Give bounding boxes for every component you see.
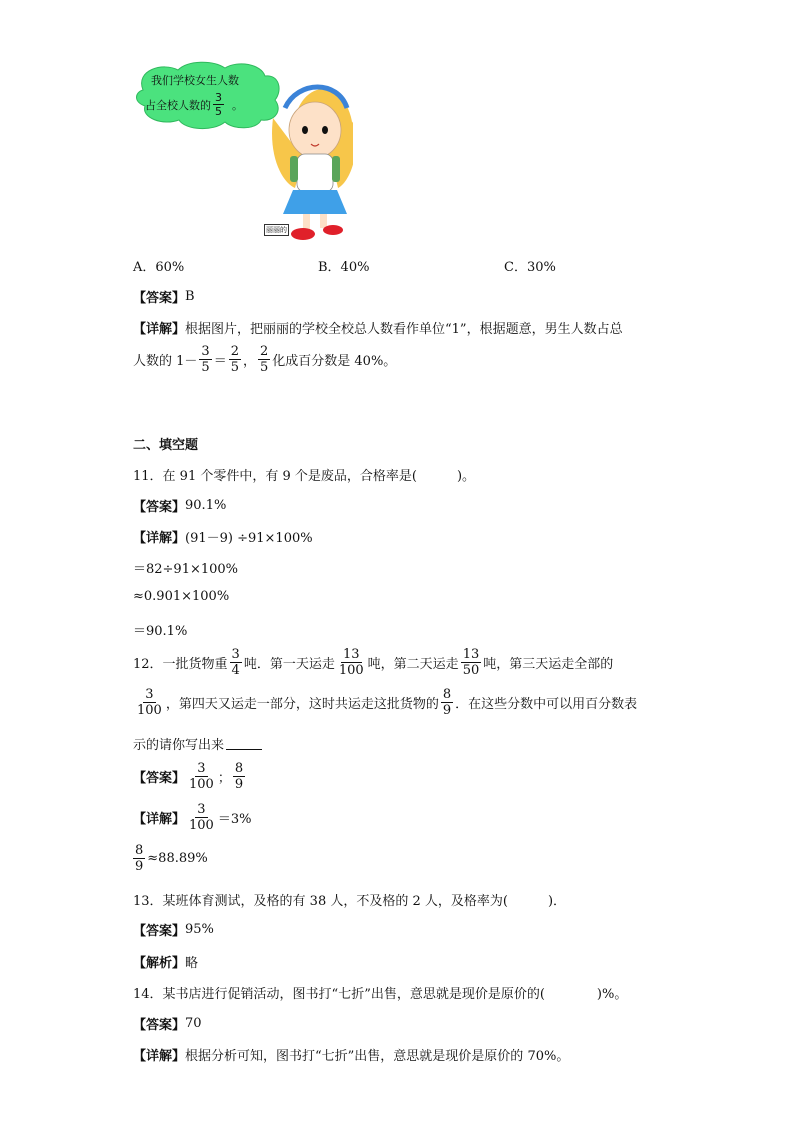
option-b: B．40%	[318, 260, 370, 275]
q14-question: 14．某书店进行促销活动，图书打“七折”出售，意思就是现价是原价的( )%。	[133, 987, 628, 1002]
fraction: $\frac{13}{100}$	[338, 647, 364, 678]
q12-detail-2: $\frac{8}{9}$ ≈88.89%	[135, 843, 208, 874]
answer-blank	[226, 737, 262, 750]
q12-question-line1: 12．一批货物重 $\frac{3}{4}$ 吨．第一天运走 $\frac{13}{100}$ 吨，第二天运走 $\frac{13}{50}$ 吨，第三天运走全部的	[133, 647, 614, 678]
q12-question-line2: $\frac{3}{100}$ ，第四天又运走一部分，这时共运走这批货物的 $\frac{8}{9}$ ．在这些分数中可以用百分数表	[137, 687, 638, 718]
fraction: $\frac{13}{50}$	[462, 647, 480, 678]
bubble-line2: 占全校人数的 $\frac{3}{5}$ 。	[145, 91, 243, 118]
q14-answer: 【答案】 70	[133, 1016, 202, 1033]
fraction: $\frac{8}{9}$	[442, 687, 452, 718]
q11-question: 11．在 91 个零件中，有 9 个是废品，合格率是( )。	[133, 469, 476, 484]
fraction: $\frac{8}{9}$	[234, 761, 244, 792]
option-c: C．30%	[504, 260, 556, 275]
q10-detail-line2: 人数的 1－ $\frac{3}{5}$ ＝ $\frac{2}{5}$ ， $\frac{2}{5}$ 化成百分数是 40%。	[133, 344, 397, 375]
fraction: $\frac{3}{100}$	[189, 802, 214, 833]
q10-detail-line1: 【详解】 根据图片，把丽丽的学校全校总人数看作单位“1”，根据题意，男生人数占总	[133, 322, 623, 337]
bubble-fraction: $\frac{3}{5}$	[215, 91, 222, 118]
skirt-shape	[283, 190, 347, 214]
q13-answer: 【答案】 95%	[133, 922, 214, 939]
fraction: $\frac{3}{100}$	[137, 687, 162, 718]
q11-detail: 【详解】 (91－9) ÷91×100%	[133, 531, 313, 546]
q12-question-line3: 示的请你写出来	[133, 734, 262, 753]
option-a: A．60%	[133, 260, 185, 275]
q14-detail: 【详解】 根据分析可知，图书打“七折”出售，意思就是现价是原价的 70%。	[133, 1049, 570, 1064]
fraction: $\frac{3}{100}$	[189, 761, 214, 792]
q10-answer: 【答案】 B	[133, 289, 195, 306]
q12-detail: 【详解】 $\frac{3}{100}$ ＝3%	[133, 802, 252, 833]
fraction: $\frac{8}{9}$	[135, 843, 144, 874]
fraction: $\frac{3}{5}$	[201, 344, 210, 375]
q13-analysis: 【解析】 略	[133, 956, 199, 971]
fraction: $\frac{2}{5}$	[260, 344, 269, 375]
q11-answer: 【答案】 90.1%	[133, 498, 227, 515]
fraction: $\frac{3}{4}$	[231, 647, 240, 678]
q13-question: 13．某班体育测试，及格的有 38 人，不及格的 2 人，及格率为( )．	[133, 894, 567, 909]
q11-step3: ≈0.901×100%	[133, 589, 230, 604]
illustration	[133, 58, 353, 243]
q12-answer: 【答案】 $\frac{3}{100}$ ； $\frac{8}{9}$	[133, 761, 244, 792]
q11-step4: ＝90.1%	[133, 624, 188, 639]
section-title: 二、填空题	[133, 438, 199, 453]
fraction: $\frac{2}{5}$	[230, 344, 239, 375]
q11-step2: ＝82÷91×100%	[133, 562, 239, 577]
bubble-line1: 我们学校女生人数	[151, 74, 239, 87]
logo-text: 丽丽的	[266, 226, 287, 234]
